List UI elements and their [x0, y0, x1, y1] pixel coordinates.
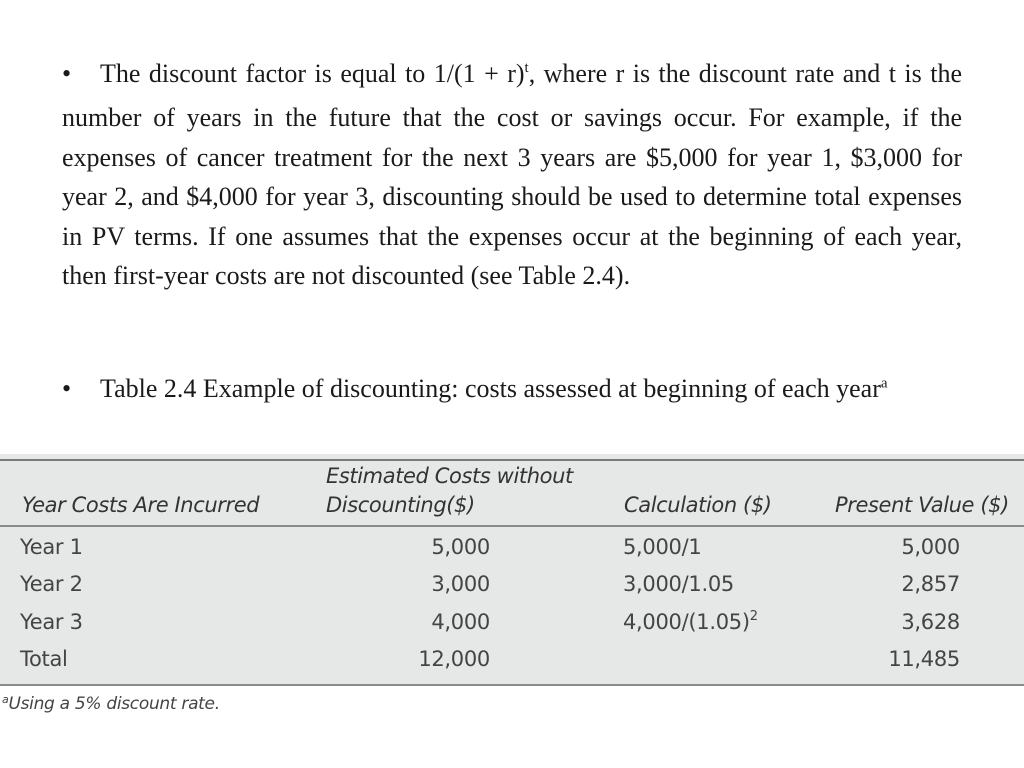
- exponent-2: 2: [749, 609, 758, 624]
- row-1-present-value: 5,000: [901, 535, 960, 559]
- superscript-t: t: [524, 60, 529, 76]
- row-2-calculation: 3,000/1.05: [623, 572, 734, 596]
- row-3-present-value: 3,628: [901, 610, 960, 634]
- paragraph-discount-factor: [62, 54, 962, 295]
- caption-footnote-mark: a: [880, 375, 888, 392]
- bullet-1: •: [62, 59, 72, 88]
- paragraph-table-caption: [62, 369, 962, 408]
- table-footnote: [2, 694, 220, 714]
- header-present-value: Present Value ($): [835, 493, 1009, 517]
- total-row-label: Total: [20, 647, 68, 671]
- row-3-estimated: 4,000: [431, 610, 490, 634]
- table-bottom-rule: [0, 684, 1024, 686]
- paragraph-1-text-start: The discount factor is equal to 1/(1 + r): [100, 59, 525, 88]
- bullet-2: •: [62, 374, 72, 403]
- header-estimated-line2: Discounting($): [326, 493, 475, 517]
- table-caption-text: Table 2.4 Example of discounting: costs assessed at beginning of each year: [100, 374, 881, 403]
- footnote-text: Using a 5% discount rate.: [8, 694, 220, 714]
- total-estimated: 12,000: [418, 647, 490, 671]
- row-3-calculation: $4,000/(1.05)^2$: [623, 609, 758, 634]
- header-estimated-line1: Estimated Costs without: [326, 464, 573, 488]
- row-1-estimated: 5,000: [431, 535, 490, 559]
- row-2-present-value: 2,857: [901, 572, 960, 596]
- row-1-year: Year 1: [20, 535, 83, 559]
- row-1-calculation: 5,000/1: [623, 535, 702, 559]
- row-2-year: Year 2: [20, 572, 83, 596]
- header-year-costs-incurred: Year Costs Are Incurred: [22, 493, 260, 517]
- row-3-year: Year 3: [20, 610, 83, 634]
- total-present-value: 11,485: [888, 647, 960, 671]
- header-calculation: Calculation ($): [624, 493, 772, 517]
- footnote-mark: a: [2, 693, 9, 706]
- paragraph-1-text-rest: , where r is the discount rate and t is the number of years in the future that the cost or savings occur. For example, if the expenses of cancer treatment for the next 3 years are $5,000 for year 1, $3,000 for year 2, and $4,000 for year 3, discounting should be used to determine total expenses in PV terms. If one assumes that the expenses occur at the beginning of each year, then first-year costs are not discounted (see Table 2.4).: [62, 59, 962, 291]
- row-2-estimated: 3,000: [431, 572, 490, 596]
- table-header-rule: [0, 525, 1024, 527]
